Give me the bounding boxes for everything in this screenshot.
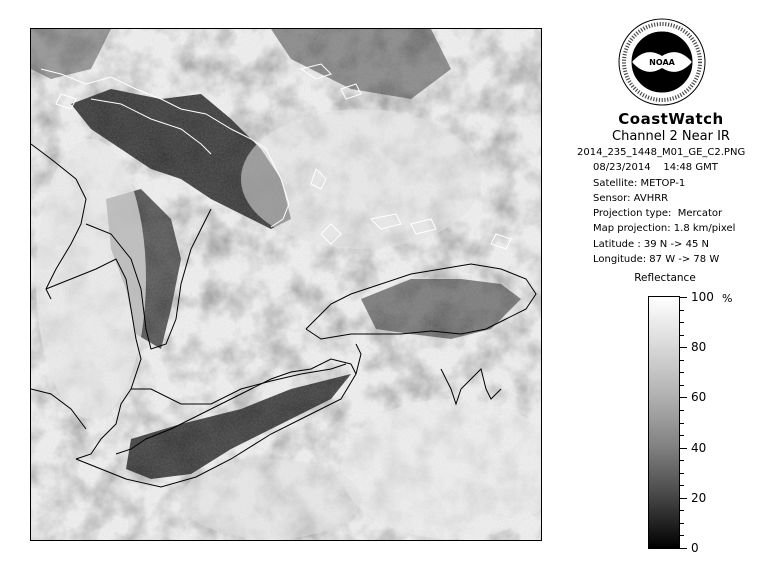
colorbar-tick: [680, 310, 684, 311]
satellite: Satellite: METOP-1: [593, 177, 686, 189]
noaa-logo-text: NOAA: [649, 58, 675, 67]
colorbar-tick: [680, 548, 687, 549]
colorbar-tick: [680, 397, 687, 398]
sensor: Sensor: AVHRR: [593, 192, 669, 204]
colorbar-tick: [680, 335, 684, 336]
satellite-image-svg: [31, 29, 542, 541]
colorbar-tick: [680, 385, 684, 386]
colorbar-tick: [680, 510, 684, 511]
colorbar-tick-label: 80: [691, 340, 707, 355]
latitude: Latitude : 39 N -> 45 N: [593, 238, 709, 250]
colorbar-tick-label: 20: [691, 490, 707, 505]
image-metadata: [577, 145, 778, 267]
map-projection: Map projection: 1.8 km/pixel: [593, 223, 736, 235]
reflectance-colorbar: [648, 296, 680, 549]
colorbar-tick: [680, 410, 684, 411]
datetime: 08/23/2014 14:48 GMT: [593, 162, 718, 174]
filename: 2014_235_1448_M01_GE_C2.PNG: [577, 147, 746, 158]
colorbar-tick: [680, 460, 684, 461]
colorbar-title: Reflectance: [634, 272, 696, 284]
channel-subtitle: Channel 2 Near IR: [612, 129, 730, 144]
colorbar-tick-label: 0: [691, 541, 699, 555]
colorbar-tick: [680, 535, 684, 536]
colorbar-tick: [680, 297, 687, 298]
colorbar-tick: [680, 498, 687, 499]
colorbar-tick: [680, 347, 687, 348]
colorbar-tick: [680, 423, 684, 424]
projection-type: Projection type: Mercator: [593, 208, 723, 220]
colorbar-tick-label: 100: [691, 290, 714, 304]
colorbar-tick: [680, 435, 684, 436]
image-grain: [31, 29, 542, 541]
colorbar-tick: [680, 372, 684, 373]
colorbar-tick: [680, 473, 684, 474]
colorbar-tick: [680, 523, 684, 524]
satellite-image-map: [30, 28, 542, 541]
colorbar-tick: [680, 360, 684, 361]
colorbar-tick-label: 40: [691, 440, 707, 455]
colorbar-tick: [680, 485, 684, 486]
colorbar-tick-label: 60: [691, 390, 707, 405]
colorbar-tick: [680, 322, 684, 323]
noaa-logo-icon: [618, 18, 706, 106]
colorbar-tick: [680, 448, 687, 449]
longitude: Longitude: 87 W -> 78 W: [593, 254, 720, 266]
coastwatch-title: CoastWatch: [618, 110, 724, 128]
colorbar-unit: %: [722, 292, 733, 305]
